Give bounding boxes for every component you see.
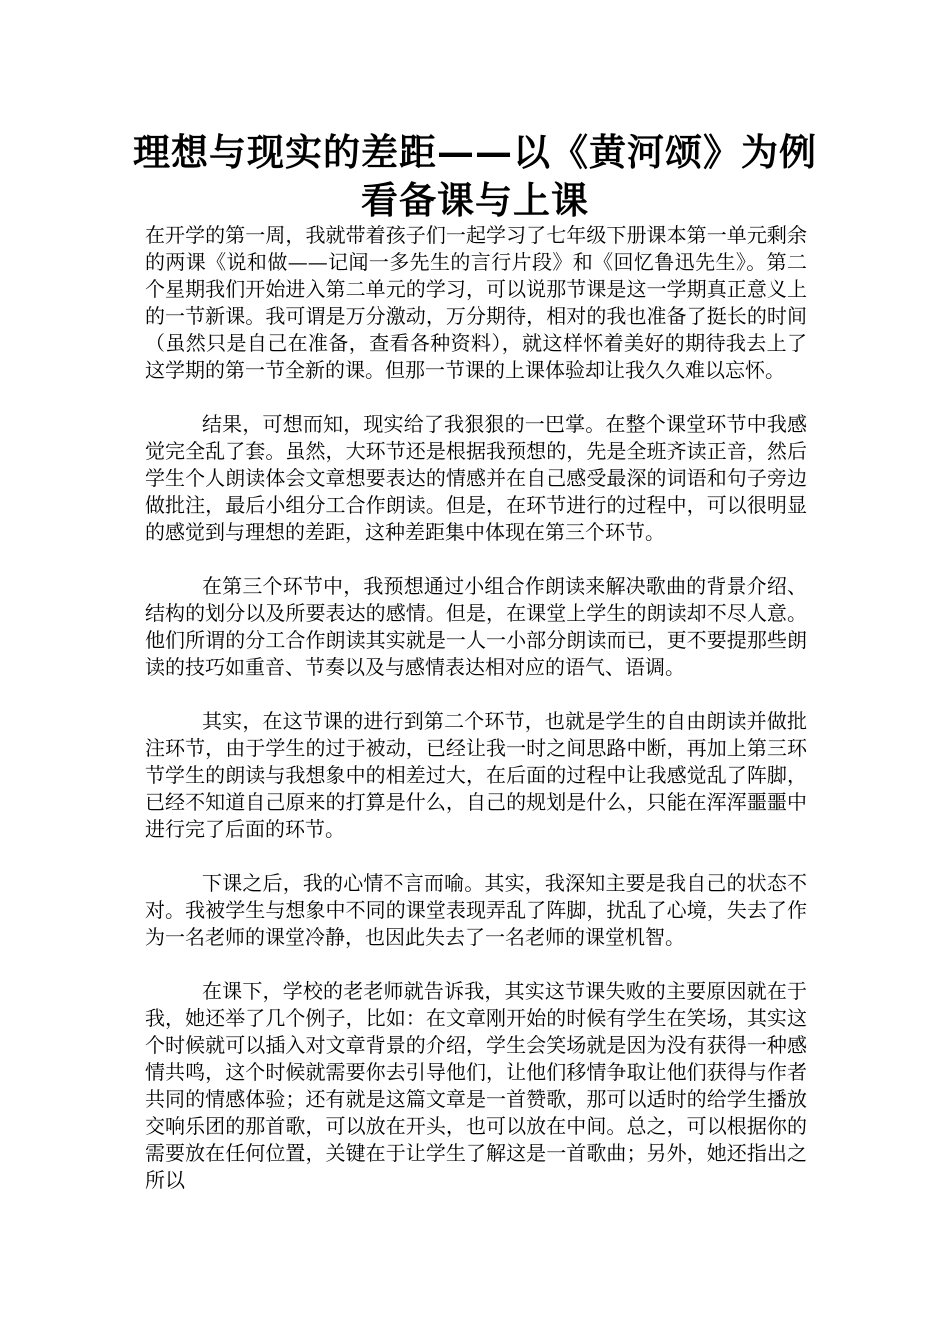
paragraph-2: 结果，可想而知，现实给了我狠狠的一巴掌。在整个课堂环节中我感觉完全乱了套。虽然，大环节还是根据我预想的，先是全班齐读正音，然后学生个人朗读体会文章想要表达的情感并在自己感受最深的词语和句子旁边做批注，最后小组分工合作朗读。但是，在环节进行的过程中，可以很明显的感觉到与理想的差距，这种差距集中体现在第三个环节。 [145, 412, 807, 544]
paragraph-3: 在第三个环节中，我预想通过小组合作朗读来解决歌曲的背景介绍、结构的划分以及所要表达的感情。但是，在课堂上学生的朗读却不尽人意。他们所谓的分工合作朗读其实就是一人一小部分朗读而已，更不要提那些朗读的技巧如重音、节奏以及与感情表达相对应的语气、语调。 [145, 574, 807, 679]
document-body [145, 222, 807, 1221]
paragraph-1: 在开学的第一周，我就带着孩子们一起学习了七年级下册课本第一单元剩余的两课《说和做——记闻一多先生的言行片段》和《回忆鲁迅先生》。第二个星期我们开始进入第二单元的学习，可以说那节课是这一学期真正意义上的一节新课。我可谓是万分激动，万分期待，相对的我也准备了挺长的时间（虽然只是自己在准备，查看各种资料），就这样怀着美好的期待我去上了这学期的第一节全新的课。但那一节课的上课体验却让我久久难以忘怀。 [145, 223, 807, 382]
document-title: 理想与现实的差距——以《黄河颂》为例看备课与上课 [133, 130, 817, 222]
paragraph-6: 在课下，学校的老老师就告诉我，其实这节课失败的主要原因就在于我，她还举了几个例子，比如：在文章刚开始的时候有学生在笑场，其实这个时候就可以插入对文章背景的介绍，学生会笑场就是因为没有获得一种感情共鸣，这个时候就需要你去引导他们，让他们移情争取让他们获得与作者共同的情感体验；还有就是这篇文章是一首赞歌，那可以适时的给学生播放交响乐团的那首歌，可以放在开头，也可以放在中间。总之，可以根据你的需要放在任何位置，关键在于让学生了解这是一首歌曲；另外，她还指出之所以 [145, 979, 807, 1192]
paragraph-5: 下课之后，我的心情不言而喻。其实，我深知主要是我自己的状态不对。我被学生与想象中不同的课堂表现弄乱了阵脚，扰乱了心境，失去了作为一名老师的课堂冷静，也因此失去了一名老师的课堂机智。 [145, 871, 807, 949]
paragraph-4: 其实，在这节课的进行到第二个环节，也就是学生的自由朗读并做批注环节，由于学生的过于被动，已经让我一时之间思路中断，再加上第三环节学生的朗读与我想象中的相差过大，在后面的过程中让我感觉乱了阵脚，已经不知道自己原来的打算是什么，自己的规划是什么，只能在浑浑噩噩中进行完了后面的环节。 [145, 709, 807, 841]
